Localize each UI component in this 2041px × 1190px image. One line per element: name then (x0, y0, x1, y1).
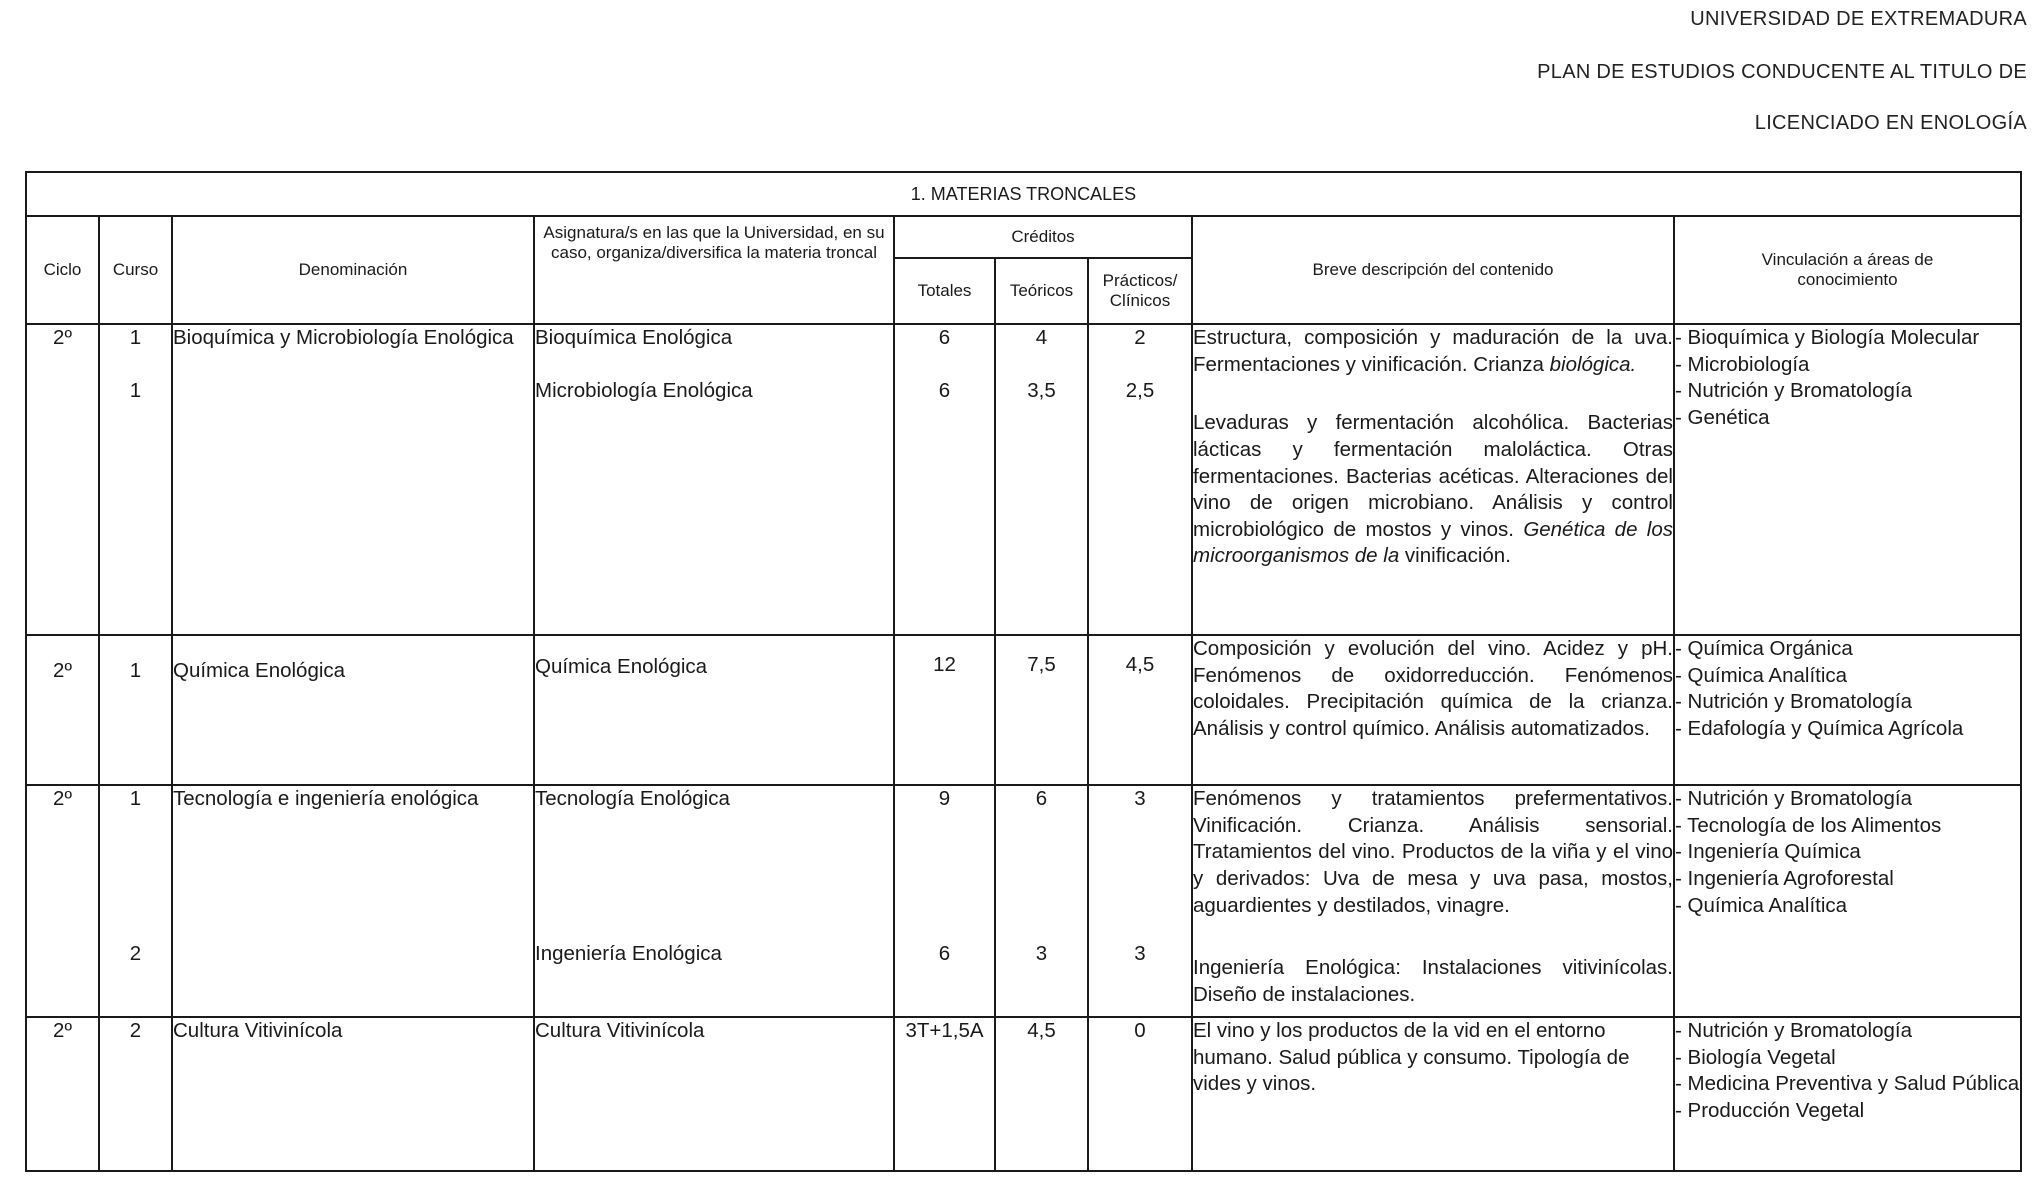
col-header-teoricos: Teóricos (995, 258, 1088, 324)
col-header-descripcion: Breve descripción del contenido (1192, 216, 1674, 324)
area-item: - Bioquímica y Biología Molecular (1675, 326, 1980, 349)
practicos-cell (1088, 785, 1192, 1017)
totales-value: 6 (938, 378, 951, 402)
curso-cell: 1 (99, 635, 172, 785)
area-item: - Química Orgánica (1675, 637, 1853, 660)
area-item: - Nutrición y Bromatología (1675, 1019, 1912, 1042)
asignatura-name: Ingeniería Enológica (535, 941, 722, 965)
asignatura-cell: Cultura Vitivinícola (534, 1017, 894, 1171)
descripcion-text: Estructura, composición y maduración de la uva. Fermentaciones y vinificación. Crianza biológica. (1193, 326, 1673, 376)
asignatura-name: Microbiología Enológica (535, 378, 753, 402)
practicos-cell (1088, 324, 1192, 635)
curso-value: 1 (129, 326, 142, 349)
areas-cell (1674, 324, 2021, 635)
areas-cell (1674, 635, 2021, 785)
ciclo-cell: 2º (26, 785, 99, 1017)
denominacion-cell: Tecnología e ingeniería enológica (172, 785, 534, 1017)
area-item: - Química Analítica (1675, 663, 1848, 687)
ciclo-cell: 2º (26, 324, 99, 635)
materias-troncales-table (25, 171, 2022, 1172)
col-header-totales: Totales (894, 258, 995, 324)
university-name: UNIVERSIDAD DE EXTREMADURA (1690, 8, 2027, 30)
area-item: - Producción Vegetal (1675, 1098, 1865, 1122)
table-row (26, 635, 2021, 785)
totales-value: 6 (938, 941, 951, 965)
col-header-practicos: Prácticos/ Clínicos (1088, 258, 1192, 324)
descripcion-cell (1192, 785, 1674, 1017)
area-item: - Nutrición y Bromatología (1675, 379, 1912, 403)
denominacion-cell: Química Enológica (172, 635, 534, 785)
practicos-value: 2,5 (1125, 378, 1155, 402)
practicos-value: 2 (1134, 326, 1146, 349)
col-header-curso: Curso (99, 216, 172, 324)
practicos-cell: 4,5 (1088, 635, 1192, 785)
plan-title-line2: LICENCIADO EN ENOLOGÍA (1754, 112, 2027, 134)
totales-value: 6 (938, 326, 951, 349)
table-row (26, 1017, 2021, 1171)
curso-cell (99, 785, 172, 1017)
denominacion-cell: Bioquímica y Microbiología Enológica (172, 324, 534, 635)
area-item: - Nutrición y Bromatología (1675, 690, 1912, 714)
plan-title-line1: PLAN DE ESTUDIOS CONDUCENTE AL TITULO DE (1537, 61, 2027, 83)
col-header-vinculacion: Vinculación a áreas de conocimiento (1674, 216, 2021, 324)
denominacion-cell: Cultura Vitivinícola (172, 1017, 534, 1171)
table-title: 1. MATERIAS TRONCALES (26, 172, 2021, 216)
col-header-ciclo: Ciclo (26, 216, 99, 324)
areas-cell (1674, 785, 2021, 1017)
teoricos-value: 6 (1035, 787, 1048, 810)
descripcion-text: Levaduras y fermentación alcohólica. Bacterias lácticas y fermentación maloláctica. Otras fermentaciones. Bacterias acéticas. Alteraciones del vino de origen microbiano. Análisis y control microbiológico de mostos y vinos. Genética de los microorganismos de la vinificación. (1193, 411, 1674, 568)
areas-cell (1674, 1017, 2021, 1171)
area-item: - Biología Vegetal (1675, 1045, 1836, 1069)
curso-value: 1 (129, 787, 142, 810)
descripcion-cell (1192, 324, 1674, 635)
curso-value: 2 (129, 941, 142, 965)
teoricos-cell (995, 785, 1088, 1017)
asignatura-cell: Química Enológica (534, 635, 894, 785)
practicos-cell: 0 (1088, 1017, 1192, 1171)
area-item: - Ingeniería Agroforestal (1675, 866, 1894, 890)
asignatura-name: Bioquímica Enológica (535, 326, 733, 349)
descripcion-text: Fenómenos y tratamientos prefermentativos. Vinificación. Crianza. Análisis sensorial. Tratamientos del vino. Productos de la viña y el vino y derivados: Uva de mesa y uva pasa, mostos, aguardientes y destilados, vinagre. (1193, 787, 1673, 917)
descripcion-cell: El vino y los productos de la vid en el entorno humano. Salud pública y consumo. Tipología de vides y vinos. (1192, 1017, 1674, 1171)
ciclo-cell: 2º (26, 1017, 99, 1171)
curso-cell (99, 324, 172, 635)
area-item: - Nutrición y Bromatología (1675, 787, 1912, 810)
teoricos-value: 3 (1035, 941, 1048, 965)
teoricos-cell (995, 324, 1088, 635)
practicos-value: 3 (1134, 941, 1146, 965)
curso-value: 1 (129, 378, 142, 402)
ciclo-cell: 2º (26, 635, 99, 785)
teoricos-value: 4 (1035, 326, 1048, 349)
teoricos-cell: 7,5 (995, 635, 1088, 785)
area-item: - Ingeniería Química (1675, 840, 1861, 864)
col-header-denominacion: Denominación (172, 216, 534, 324)
totales-cell (894, 785, 995, 1017)
area-item: - Genética (1675, 405, 1770, 429)
teoricos-value: 3,5 (1027, 378, 1056, 402)
totales-cell: 12 (894, 635, 995, 785)
practicos-value: 3 (1134, 787, 1146, 810)
curso-cell: 2 (99, 1017, 172, 1171)
totales-cell: 3T+1,5A (894, 1017, 995, 1171)
area-item: - Edafología y Química Agrícola (1675, 716, 1964, 740)
col-header-creditos: Créditos (894, 216, 1192, 258)
asignatura-name: Tecnología Enológica (535, 787, 730, 810)
descripcion-cell: Composición y evolución del vino. Acidez y pH. Fenómenos de oxidorreducción. Fenómenos coloidales. Precipitación química de la crianza. Análisis y control químico. Análisis automatizados. (1192, 635, 1674, 785)
totales-value: 9 (938, 787, 951, 810)
asignatura-cell (534, 324, 894, 635)
area-item: - Microbiología (1675, 352, 1810, 376)
col-header-asignatura: Asignatura/s en las que la Universidad, en su caso, organiza/diversifica la materia troncal (534, 216, 894, 324)
table-row (26, 324, 2021, 635)
teoricos-cell: 4,5 (995, 1017, 1088, 1171)
descripcion-text: Ingeniería Enológica: Instalaciones vitivinícolas. Diseño de instalaciones. (1193, 956, 1673, 1006)
area-item: - Tecnología de los Alimentos (1675, 813, 1942, 837)
area-item: - Química Analítica (1675, 893, 1848, 917)
asignatura-cell (534, 785, 894, 1017)
totales-cell (894, 324, 995, 635)
table-row (26, 785, 2021, 1017)
area-item: - Medicina Preventiva y Salud Pública (1675, 1072, 2020, 1096)
